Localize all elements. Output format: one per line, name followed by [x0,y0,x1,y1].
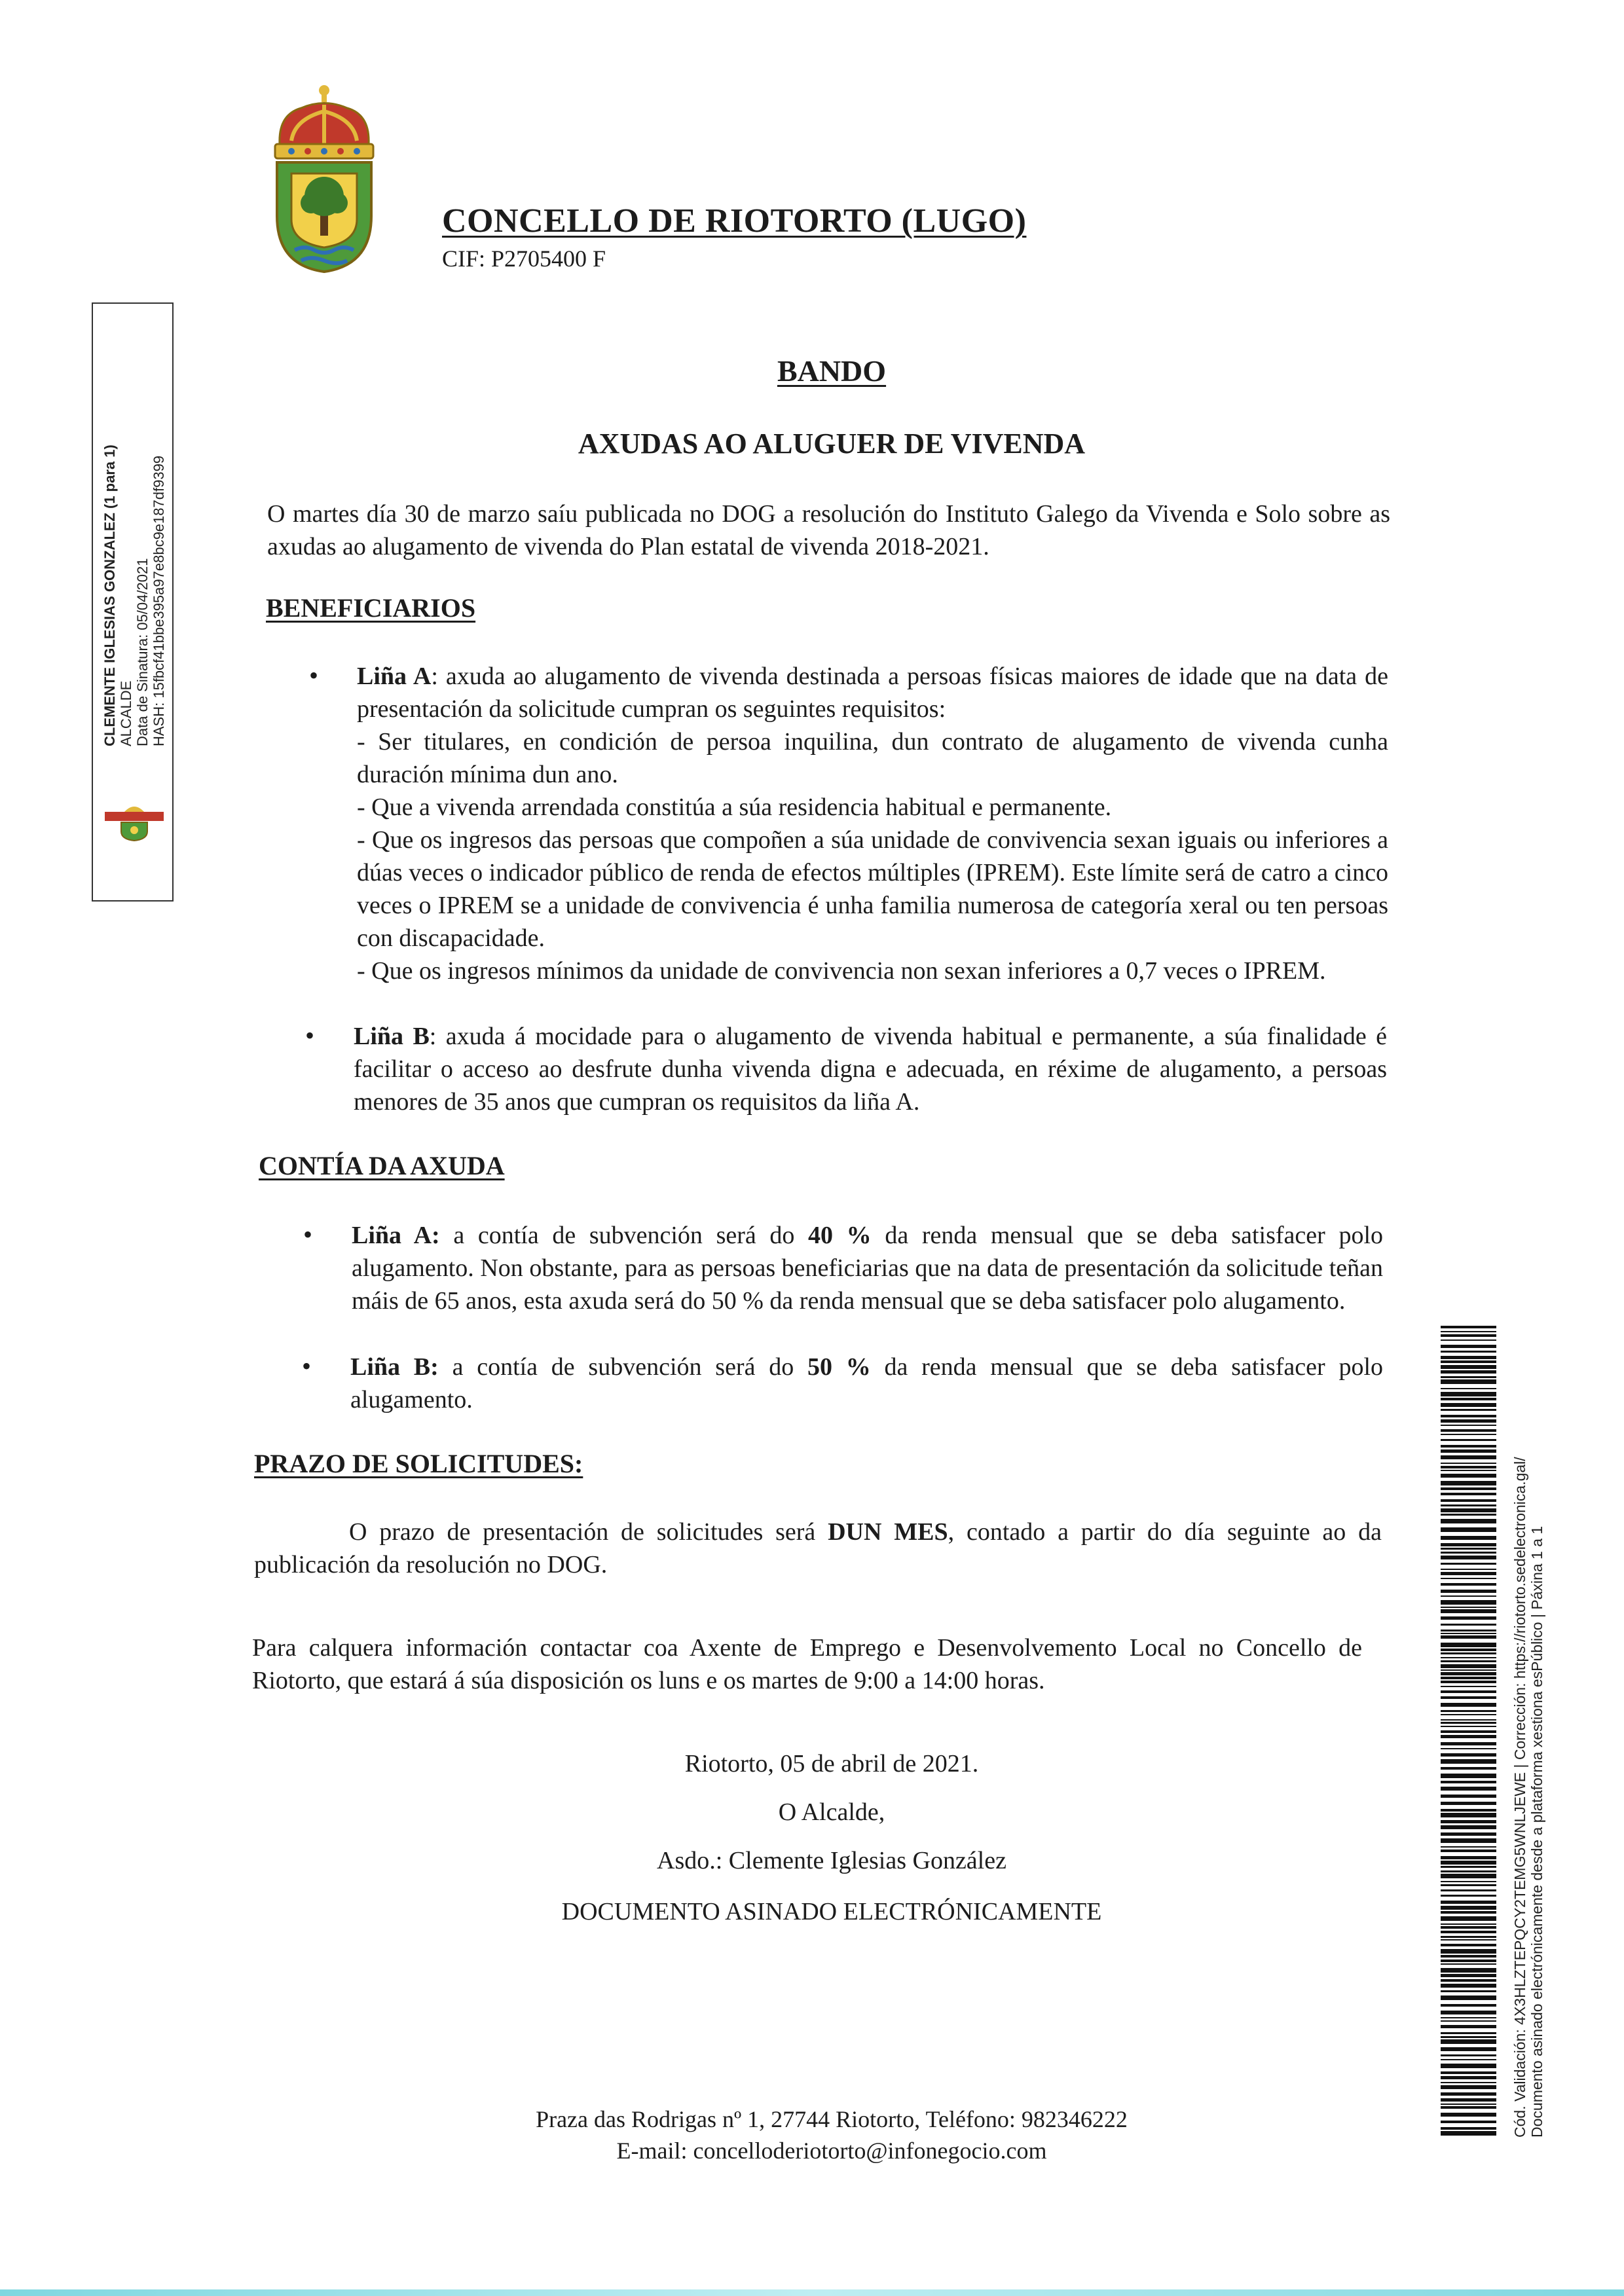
validation-line-1: Cód. Validación: 4X3HLZTEPQCY2TEMG5WNLJEWE | Corrección: https://riotorto.sedelectronica.gal/ [1511,1457,1528,2138]
prazo-text2: , contado a partir do día seguinte ao da publicación da resolución no DOG. [254,1518,1382,1578]
section-heading-beneficiarios: BENEFICIARIOS [266,593,476,623]
stamp-hash: HASH: 15fbcf41bbe395a97e8bc9e187df9399 [151,455,167,746]
linea-b-label: Liña B [354,1023,430,1050]
prazo-text1: O prazo de presentación de solicitudes será [349,1518,828,1546]
validation-line-2: Documento asinado electrónicamente desde a plataforma xestiona esPúblico | Páxina 1 a 1 [1528,1525,1545,2138]
barcode-icon [1441,1326,1496,2138]
place-date: Riotorto, 05 de abril de 2021. [684,1750,979,1777]
linea-b-text: : axuda á mocidade para o alugamento de vivenda habitual e permanente, a súa finalidade é facilitar o acceso ao desfrute dunha vivenda digna e adecuada, en réxime de alugamento, a persoas menores de 35 anos que cumpran os requisitos da liña A. [354,1023,1387,1116]
signer-name: Asdo.: Clemente Iglesias González [657,1847,1006,1874]
contia-b-pct: 50 % [807,1353,871,1381]
signer-role: O Alcalde, [778,1798,885,1826]
doc-title [0,354,1624,388]
list-item-linea-b [354,1020,1387,1118]
prazo-paragraph [254,1516,1382,1581]
intro-paragraph: O martes día 30 de marzo saíu publicada no DOG a resolución do Instituto Galego da Vivenda e Solo sobre as axudas ao alugamento de vivenda do Plan estatal de vivenda 2018-2021. [267,500,1390,560]
section-heading-prazo: PRAZO DE SOLICITUDES: [254,1449,583,1478]
requirement-4: - Que os ingresos mínimos da unidade de convivencia non sexan inferiores a 0,7 veces o IPREM. [357,957,1326,985]
linea-a-label: Liña A [357,663,432,690]
contia-a-text1: a contía de subvención será do [439,1222,809,1249]
contia-a-text2: da renda mensual que se deba satisfacer polo alugamento. Non obstante, para as persoas beneficiarias que na data de presentación da solicitude teñan máis de 65 anos, esta axuda será do 50 % da renda mensual que se deba satisfacer polo alugamento. [352,1222,1383,1315]
stamp-signer: CLEMENTE IGLESIAS GONZALEZ (1 para 1) [101,445,118,746]
doc-subject: AXUDAS AO ALUGUER DE VIVENDA [578,428,1086,460]
doc-title-text: BANDO [777,354,887,388]
org-cif: CIF: P2705400 F [442,246,606,272]
bullet-icon: • [309,661,319,690]
list-item-linea-a [357,660,1388,987]
stamp-role: ALCALDE [118,680,134,746]
stamp-date: Data de Sinatura: 05/04/2021 [134,558,151,746]
list-item-contia-b [350,1351,1383,1416]
prazo-bold: DUN MES [828,1518,948,1546]
electronic-signature-note: DOCUMENTO ASINADO ELECTRÓNICAMENTE [561,1898,1102,1925]
signature-stamp-text [101,327,167,746]
footer-address: Praza das Rodrigas nº 1, 27744 Riotorto, Teléfono: 982346222 [536,2106,1128,2132]
requirement-2: - Que a vivenda arrendada constitúa a súa residencia habitual e permanente. [357,793,1112,821]
contact-paragraph: Para calquera información contactar coa Axente de Emprego e Desenvolvemento Local no Concello de Riotorto, que estará á súa disposición os luns e os martes de 9:00 a 14:00 horas. [252,1634,1362,1694]
contia-b-label: Liña B: [350,1353,439,1381]
requirement-1: - Ser titulares, en condición de persoa inquilina, dun contrato de alugamento de vivenda cunha duración mínima dun ano. [357,728,1388,788]
footer-email: E-mail: concelloderiotorto@infonegocio.com [616,2138,1047,2164]
section-heading-contia: CONTÍA DA AXUDA [259,1151,505,1180]
seal-icon [101,797,167,842]
contia-a-label: Liña A: [352,1222,440,1249]
bullet-icon: • [305,1021,315,1050]
bullet-icon: • [302,1351,312,1381]
org-name: CONCELLO DE RIOTORTO (LUGO) [442,202,1027,240]
coat-of-arms-icon [265,79,383,275]
contia-b-text2: da renda mensual que se deba satisfacer polo alugamento. [350,1353,1384,1413]
contia-a-pct: 40 % [808,1222,872,1249]
list-item-contia-a [352,1219,1383,1317]
validation-text [1511,1457,1545,2138]
contia-b-text1: a contía de subvención será do [438,1353,807,1381]
scan-edge [0,2289,1624,2296]
requirement-3: - Que os ingresos das persoas que compoñen a súa unidade de convivencia sexan iguais ou inferiores a dúas veces o indicador público de renda de efectos múltiples (IPREM). Este límite será de catro a cinco veces o IPREM se a unidade de convivencia é unha familia numerosa de categoría xeral ou ten persoas con discapacidade. [357,826,1388,952]
linea-a-intro: : axuda ao alugamento de vivenda destinada a persoas físicas maiores de idade que na data de presentación da solicitude cumpran os seguintes requisitos: [357,663,1388,723]
bullet-icon: • [303,1220,313,1249]
